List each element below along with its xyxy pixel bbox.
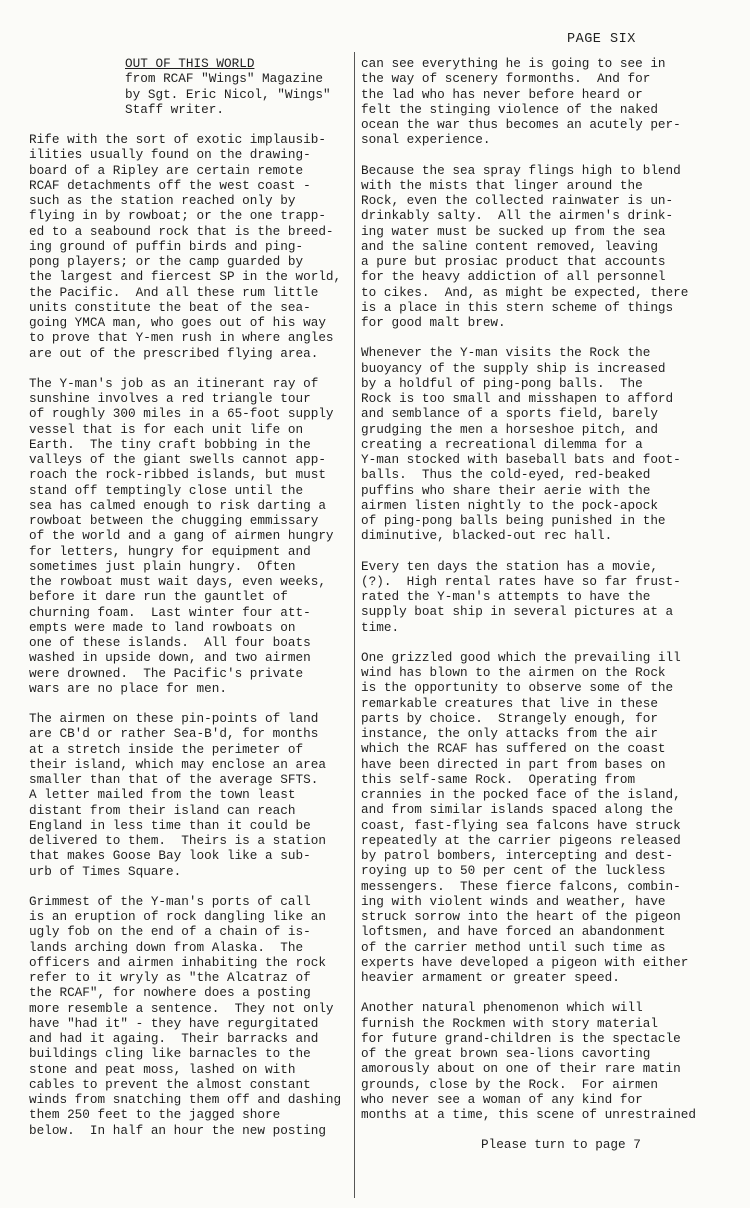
text-line: ilities usually found on the drawing- xyxy=(29,147,311,163)
text-line: this self-same Rock. Operating from xyxy=(361,771,636,787)
text-line: is an eruption of rock dangling like an xyxy=(29,909,326,924)
text-line: with the mists that linger around the xyxy=(361,177,643,193)
paragraph xyxy=(361,559,697,635)
text-line: a pure but prosiac product that accounts xyxy=(361,254,666,269)
text-line: can see everything he is going to see in xyxy=(361,56,666,71)
text-line: is the opportunity to observe some of the xyxy=(361,680,674,696)
text-line: by a holdful of ping-pong balls. The xyxy=(361,375,643,391)
text-line: of the great brown sea-lions cavorting xyxy=(361,1046,651,1061)
text-line: distant from their island can reach xyxy=(29,802,296,818)
paragraph xyxy=(29,376,351,696)
text-line: board of a Ripley are certain remote xyxy=(29,162,304,178)
text-line: ed to a seabound rock that is the breed- xyxy=(29,223,334,239)
text-line: roach the rock-ribbed islands, but must xyxy=(29,467,326,483)
article-title: OUT OF THIS WORLD xyxy=(125,56,255,71)
text-line: buoyancy of the supply ship is increased xyxy=(361,360,666,376)
text-line: Because the sea spray flings high to blend xyxy=(361,162,681,178)
text-line: the RCAF", for nowhere does a posting xyxy=(29,985,311,1001)
text-line: The airmen on these pin-points of land xyxy=(29,711,319,726)
text-line: (?). High rental rates have so far frust- xyxy=(361,573,681,589)
text-line: that makes Goose Bay look like a sub- xyxy=(29,848,311,864)
text-line: one of these islands. All four boats xyxy=(29,635,311,650)
text-line: ing with violent winds and weather, have xyxy=(361,893,666,909)
text-line: is a place in this stern scheme of things xyxy=(361,299,674,315)
text-line: pong players; or the camp guarded by xyxy=(29,254,304,269)
text-line: them 250 feet to the jagged shore xyxy=(29,1107,281,1123)
text-line: crannies in the pocked face of the island, xyxy=(361,787,681,802)
text-line: empts were made to land rowboats on xyxy=(29,619,296,635)
text-line: churning foam. Last winter four att- xyxy=(29,604,311,620)
text-line: to cikes. And, as might be expected, there xyxy=(361,284,689,300)
text-line: stone and peat moss, lashed on with xyxy=(29,1061,296,1077)
text-line: of ping-pong balls being punished in the xyxy=(361,513,666,528)
paragraph xyxy=(29,132,351,361)
text-line: sunshine involves a red triangle tour xyxy=(29,391,311,406)
text-line: diminutive, blacked-out rec hall. xyxy=(361,528,613,544)
text-line: the Pacific. And all these rum little xyxy=(29,284,319,300)
text-line: washed in upside down, and two airmen xyxy=(29,650,311,666)
text-line: at a stretch inside the perimeter of xyxy=(29,741,304,757)
text-line: are CB'd or rather Sea-B'd, for months xyxy=(29,726,319,742)
text-line: Rife with the sort of exotic implausib- xyxy=(29,132,326,147)
paragraph-gap xyxy=(29,1138,351,1153)
text-line: roying up to 50 per cent of the luckless xyxy=(361,863,666,879)
text-line: Rock is too small and misshapen to afford xyxy=(361,391,674,406)
text-line: remarkable creatures that live in these xyxy=(361,695,658,711)
paragraph-gap xyxy=(361,985,697,1000)
text-line: ing ground of puffin birds and ping- xyxy=(29,238,304,254)
text-line: such as the station reached only by xyxy=(29,193,296,208)
text-line: parts by choice. Strangely enough, for xyxy=(361,710,658,726)
text-line: of the world and a gang of airmen hungry xyxy=(29,528,334,544)
text-line: for good malt brew. xyxy=(361,315,506,330)
text-line: the rowboat must wait days, even weeks, xyxy=(29,574,326,589)
paragraph-gap xyxy=(361,635,697,650)
right-paragraphs xyxy=(361,56,697,1137)
paragraph-gap xyxy=(29,879,351,894)
text-line: balls. Thus the cold-eyed, red-beaked xyxy=(361,467,651,483)
article-header xyxy=(29,56,351,117)
text-line: furnish the Rockmen with story material xyxy=(361,1015,658,1031)
text-line: rated the Y-man's attempts to have the xyxy=(361,589,651,604)
text-line: sometimes just plain hungry. Often xyxy=(29,558,296,574)
article-byline: from RCAF "Wings" Magazine xyxy=(125,71,323,87)
paragraph xyxy=(361,1000,697,1122)
text-line: smaller than that of the average SFTS. xyxy=(29,772,319,787)
text-line: and semblance of a sports field, barely xyxy=(361,406,658,422)
text-line: have been directed in part from bases on xyxy=(361,756,666,772)
text-line: for letters, hungry for equipment and xyxy=(29,543,311,559)
left-paragraphs xyxy=(29,132,351,1153)
text-line: The Y-man's job as an itinerant ray of xyxy=(29,375,319,391)
text-line: Whenever the Y-man visits the Rock the xyxy=(361,345,651,361)
paragraph-gap xyxy=(361,148,697,163)
text-line: Earth. The tiny craft bobbing in the xyxy=(29,436,311,452)
text-line: for future grand-children is the spectacle xyxy=(361,1030,681,1046)
page-number: PAGE SIX xyxy=(567,32,636,47)
text-line: creating a recreational dilemma for a xyxy=(361,436,643,452)
paragraph xyxy=(29,894,351,1138)
text-line: struck sorrow into the heart of the pigeon xyxy=(361,909,681,924)
text-line: stand off temptingly close until the xyxy=(29,482,304,498)
text-line: to prove that Y-men rush in where angles xyxy=(29,330,334,346)
text-line: and from similar islands spaced along the xyxy=(361,802,674,818)
text-line: Another natural phenomenon which will xyxy=(361,1000,643,1016)
text-line: amorously about on one of their rare matin xyxy=(361,1061,681,1077)
text-line: One grizzled good which the prevailing ill xyxy=(361,649,681,665)
text-line: sea has calmed enough to risk darting a xyxy=(29,497,326,513)
text-line: valleys of the giant swells cannot app- xyxy=(29,452,326,467)
text-line: drinkably salty. All the airmen's drink- xyxy=(361,208,674,224)
text-line: below. In half an hour the new posting xyxy=(29,1122,326,1138)
paragraph xyxy=(361,345,697,543)
text-line: Rock, even the collected rainwater is un- xyxy=(361,193,674,208)
text-line: their island, which may enclose an area xyxy=(29,756,326,772)
text-line: cables to prevent the almost constant xyxy=(29,1076,311,1092)
text-line: A letter mailed from the town least xyxy=(29,787,296,803)
text-line: instance, the only attacks from the air xyxy=(361,726,658,741)
text-line: of the carrier method until such time as xyxy=(361,939,666,955)
text-line: of roughly 300 miles in a 65-foot supply xyxy=(29,406,334,422)
text-line: units constitute the beat of the sea- xyxy=(29,299,311,315)
text-line: loftsmen, and have forced an abandonment xyxy=(361,924,666,940)
paragraph-gap xyxy=(29,361,351,376)
text-line: months at a time, this scene of unrestrained xyxy=(361,1107,697,1122)
text-line: Y-man stocked with baseball bats and foot- xyxy=(361,452,681,467)
text-line: Every ten days the station has a movie, xyxy=(361,558,658,574)
left-column xyxy=(29,56,351,1153)
text-line: the lad who has never before heard or xyxy=(361,86,643,102)
text-line: and the saline content removed, leaving xyxy=(361,238,658,254)
text-line: more resemble a sentence. They not only xyxy=(29,1000,334,1016)
text-line: heavier armament or greater speed. xyxy=(361,970,620,985)
text-line: delivered to them. Theirs is a station xyxy=(29,833,326,848)
text-line: time. xyxy=(361,619,400,635)
text-line: repeatedly at the carrier pigeons released xyxy=(361,832,681,848)
text-line: wind has blown to the airmen on the Rock xyxy=(361,665,666,680)
paragraph xyxy=(361,56,697,148)
text-line: vessel that is for each unit life on xyxy=(29,421,304,437)
text-line: are out of the prescribed flying area. xyxy=(29,345,319,361)
text-line: lands arching down from Alaska. The xyxy=(29,939,304,955)
column-divider xyxy=(354,52,355,1198)
text-line: felt the stinging violence of the naked xyxy=(361,101,658,117)
text-line: experts have developed a pigeon with either xyxy=(361,954,689,970)
text-line: RCAF detachments off the west coast - xyxy=(29,177,311,193)
text-line: who never see a woman of any kind for xyxy=(361,1091,643,1107)
text-line: rowboat between the chugging emmissary xyxy=(29,513,319,528)
text-line: the largest and fiercest SP in the world, xyxy=(29,269,342,285)
text-line: before it dare run the gauntlet of xyxy=(29,589,288,605)
text-line: for the heavy addiction of all personnel xyxy=(361,269,666,285)
text-line: refer to it wryly as "the Alcatraz of xyxy=(29,970,311,985)
paragraph xyxy=(361,163,697,331)
text-line: Grimmest of the Y-man's ports of call xyxy=(29,893,311,909)
text-line: sonal experience. xyxy=(361,132,491,148)
article-byline: by Sgt. Eric Nicol, "Wings" xyxy=(125,86,331,102)
text-line: the way of scenery formonths. And for xyxy=(361,71,651,87)
text-line: messengers. These fierce falcons, combin- xyxy=(361,878,681,894)
text-line: officers and airmen inhabiting the rock xyxy=(29,954,326,970)
text-line: going YMCA man, who goes out of his way xyxy=(29,315,326,330)
text-line: have "had it" - they have regurgitated xyxy=(29,1015,319,1031)
text-line: flying in by rowboat; or the one trapp- xyxy=(29,208,326,224)
text-line: wars are no place for men. xyxy=(29,680,227,696)
right-column xyxy=(361,56,697,1153)
paragraph-gap xyxy=(29,696,351,711)
text-line: buildings cling like barnacles to the xyxy=(29,1046,311,1062)
text-line: were drowned. The Pacific's private xyxy=(29,665,304,681)
continuation-note: Please turn to page 7 xyxy=(481,1137,641,1153)
paragraph-gap xyxy=(361,544,697,559)
text-line: which the RCAF has suffered on the coast xyxy=(361,741,666,757)
text-line: grounds, close by the Rock. For airmen xyxy=(361,1076,658,1092)
text-line: puffins who share their aerie with the xyxy=(361,482,651,498)
text-line: urb of Times Square. xyxy=(29,863,182,879)
paragraph xyxy=(29,711,351,879)
text-line: ugly fob on the end of a chain of is- xyxy=(29,924,311,940)
text-line: England in less time than it could be xyxy=(29,817,311,833)
text-line: by patrol bombers, intercepting and dest- xyxy=(361,848,674,863)
paragraph xyxy=(361,650,697,986)
paragraph-gap xyxy=(361,330,697,345)
text-line: ing water must be sucked up from the sea xyxy=(361,223,666,239)
text-line: winds from snatching them off and dashing xyxy=(29,1092,342,1107)
text-line: and had it againg. Their barracks and xyxy=(29,1031,319,1046)
article-byline: Staff writer. xyxy=(125,101,224,117)
text-line: grudging the men a horseshoe pitch, and xyxy=(361,421,658,437)
text-line: supply boat ship in several pictures at a xyxy=(361,604,674,620)
paragraph-gap xyxy=(361,1122,697,1137)
text-line: airmen listen nightly to the pock-apock xyxy=(361,497,658,513)
text-line: coast, fast-flying sea falcons have struck xyxy=(361,817,681,833)
text-line: ocean the war thus becomes an acutely per- xyxy=(361,117,681,132)
